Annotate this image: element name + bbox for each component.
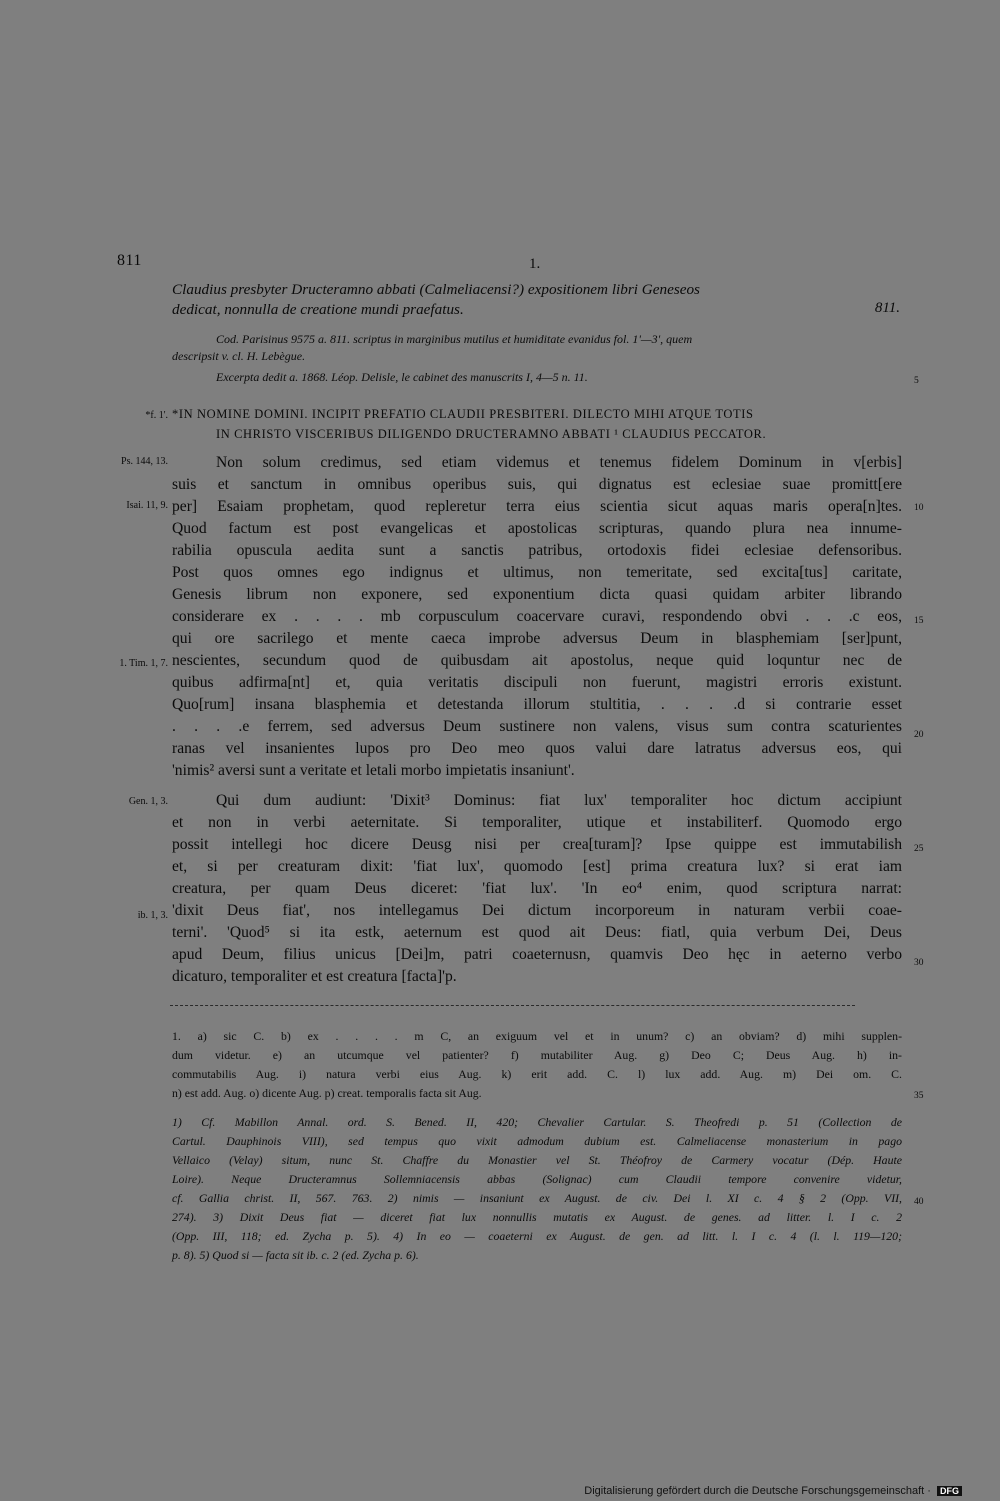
body-line: qui ore sacrilego et mente caeca improbe adversus Deum in blasphemiam [ser]punt,	[172, 630, 902, 647]
funding-text: Digitalisierung gefördert durch die Deutsche Forschungsgemeinschaft ·	[584, 1485, 931, 1497]
margin-ref-isaiah: Isai. 11, 9.	[126, 500, 168, 511]
line-number: 15	[914, 616, 924, 626]
line-number: 5	[914, 376, 919, 386]
commentary-note-line: Cartul. Dauphinois VIII), sed tempus quo vixit admodum dubium est. Calmeliacense monasterium in pago	[172, 1134, 902, 1148]
margin-folio-note: *f. 1'.	[145, 410, 168, 421]
critical-note-line: n) est add. Aug. o) dicente Aug. p) creat. temporalis facta sit Aug.	[172, 1086, 482, 1100]
body-line: dicaturo, temporaliter et est creatura [facta]'p.	[172, 968, 457, 985]
source-line-1: Cod. Parisinus 9575 a. 811. scriptus in marginibus mutilus et humiditate evanidus fol. 1'—3', quem	[216, 332, 693, 346]
body-line: et non in verbi aeternitate. Si temporaliter, utique et instabiliterf. Quomodo ergo	[172, 814, 902, 831]
body-line: suis et sanctum in omnibus operibus suis, qui dignatus est eclesiae suae promitt[ere	[172, 476, 902, 493]
body-line: ranas vel insanientes lupos pro Deo meo quos valui dare latratus adversus eos, qui	[172, 740, 902, 757]
line-number: 20	[914, 730, 924, 740]
body-line: Non solum credimus, sed etiam videmus et tenemus fidelem Dominum in v[erbis]	[216, 454, 902, 471]
source-line-3: Excerpta dedit a. 1868. Léop. Delisle, le cabinet des manuscrits I, 4—5 n. 11.	[216, 370, 588, 384]
document-year: 811.	[874, 300, 900, 316]
document-number: 1.	[529, 256, 541, 272]
body-line: . . . .e ferrem, sed adversus Deum sustinere non valens, visus sum contra scaturientes	[172, 718, 902, 735]
commentary-note-line: cf. Gallia christ. II, 567. 763. 2) nimis — insaniunt ex August. de civ. Dei l. XI c. 4 § 2 (Opp. VII,	[172, 1191, 902, 1205]
document-title-line-1: Claudius presbyter Dructeramno abbati (Calmeliacensi?) expositionem libri Geneseos	[172, 281, 700, 298]
page-number: 811	[117, 252, 142, 269]
margin-ref-timothy: 1. Tim. 1, 7.	[119, 658, 168, 669]
body-line: 'nimis² aversi sunt a veritate et letali morbo impietatis insaniunt'.	[172, 762, 575, 779]
body-line: considerare ex . . . . mb corpusculum coacervare curavi, respondendo obvi . . .c eos,	[172, 608, 902, 625]
body-line: nescientes, secundum quod de quibusdam ait apostolus, neque quid loquntur nec de	[172, 652, 902, 669]
body-line: quibus adfirma[nt] et, quia veritatis discipuli non fuerunt, magistri erroris existunt.	[172, 674, 902, 691]
footnote-divider	[170, 1005, 855, 1006]
commentary-note-line: Loire). Neque Dructeramnus Sollemniacensis abbas (Solignac) cum Claudii tempore convenire videtur,	[172, 1172, 902, 1186]
document-title-line-2: dedicat, nonnulla de creatione mundi praefatus.	[172, 301, 464, 318]
body-line: Genesis librum non exponere, sed exponentium dicta quasi quidam arbiter librando	[172, 586, 902, 603]
body-line: rabilia opuscula aedita sunt a sanctis patribus, ortodoxis fidei eclesiae defensoribus.	[172, 542, 902, 559]
dfg-logo: DFG	[937, 1486, 962, 1496]
line-number: 25	[914, 844, 924, 854]
margin-ref-genesis: Gen. 1, 3.	[128, 796, 168, 807]
source-line-2: descripsit v. cl. H. Lebègue.	[172, 349, 306, 363]
critical-note-line: dum videtur. e) an utcumque vel patienter? f) mutabiliter Aug. g) Deo C; Deus Aug. h) in-	[172, 1048, 902, 1062]
body-line: Qui dum audiunt: 'Dixit³ Dominus: fiat lux' temporaliter hoc dictum accipiunt	[216, 792, 902, 809]
commentary-note-line: p. 8). 5) Quod si — facta sit ib. c. 2 (ed. Zycha p. 6).	[172, 1248, 419, 1262]
body-line: apud Deum, filius unicus [Dei]m, patri coaeternusn, quamvis Deo hęc in aeterno verbo	[172, 946, 902, 963]
body-line: Quo[rum] insana blasphemia et detestanda illorum stultitia, . . . .d si contrarie esset	[172, 696, 902, 713]
line-number: 30	[914, 958, 924, 968]
line-number: 10	[914, 503, 924, 513]
body-line: possit intellegi hoc dicere Deusg nisi per crea[turam]? Ipse quippe est immutabilish	[172, 836, 902, 853]
line-number: 40	[914, 1197, 924, 1207]
commentary-note-line: 274). 3) Dixit Deus fiat — diceret fiat lux nonnullis mutatis ex August. de genes. ad litter. l. I c. 2	[172, 1210, 902, 1224]
line-number: 35	[914, 1091, 924, 1101]
body-line: Quod factum est post evangelicas et apostolicas scripturas, quando plura nea innume-	[172, 520, 902, 537]
commentary-note-line: 1) Cf. Mabillon Annal. ord. S. Bened. II, 420; Chevalier Cartular. S. Theofredi p. 51 (Collection de	[172, 1115, 902, 1129]
body-line: per] Esaiam prophetam, quod repleretur terra eius scientia sicut aquas maris opera[n]tes.	[172, 498, 902, 515]
commentary-note-line: (Opp. III, 118; ed. Zycha p. 5). 4) In eo — coaeterni ex August. de gen. ad litt. l. I c. 4 (l. l. 119—120;	[172, 1229, 902, 1243]
body-line: Post quos omnes ego indignus et ultimus, non temeritate, sed excita[tus] caritate,	[172, 564, 902, 581]
body-line: terni'. 'Quod⁵ si ita estk, aeternum est quod ait Deus: fiatl, quia verbum Dei, Deus	[172, 924, 902, 941]
body-line: creatura, per quam Deus diceret: 'fiat lux'. 'In eo⁴ enim, quod scriptura narrat:	[172, 880, 902, 897]
funding-footer	[584, 1485, 962, 1497]
body-line: et, si per creaturam dixit: 'fiat lux', quomodo [est] prima creatura lux? si erat iam	[172, 858, 902, 875]
margin-ref-ibidem: ib. 1, 3.	[137, 910, 168, 921]
incipit-heading-line-1: *IN NOMINE DOMINI. INCIPIT PREFATIO CLAUDII PRESBITERI. DILECTO MIHI ATQUE TOTIS	[172, 407, 754, 421]
commentary-note-line: Vellaico (Velay) situm, nunc St. Chaffre du Monastier vel St. Théofroy de Carmery vocatur (Dép. Haute	[172, 1153, 902, 1167]
margin-ref-psalm: Ps. 144, 13.	[121, 456, 168, 467]
critical-note-line: 1. a) sic C. b) ex . . . . m C, an exiguum vel et in unum? c) an obviam? d) mihi supplen-	[172, 1029, 902, 1043]
body-line: 'dixit Deus fiat', nos intellegamus Dei dictum incorporeum in naturam verbii coae-	[172, 902, 902, 919]
critical-note-line: commutabilis Aug. i) natura verbi eius Aug. k) erit add. C. l) lux add. Aug. m) Dei om. C.	[172, 1067, 902, 1081]
incipit-heading-line-2: IN CHRISTO VISCERIBUS DILIGENDO DRUCTERAMNO ABBATI ¹ CLAUDIUS PECCATOR.	[216, 427, 767, 441]
